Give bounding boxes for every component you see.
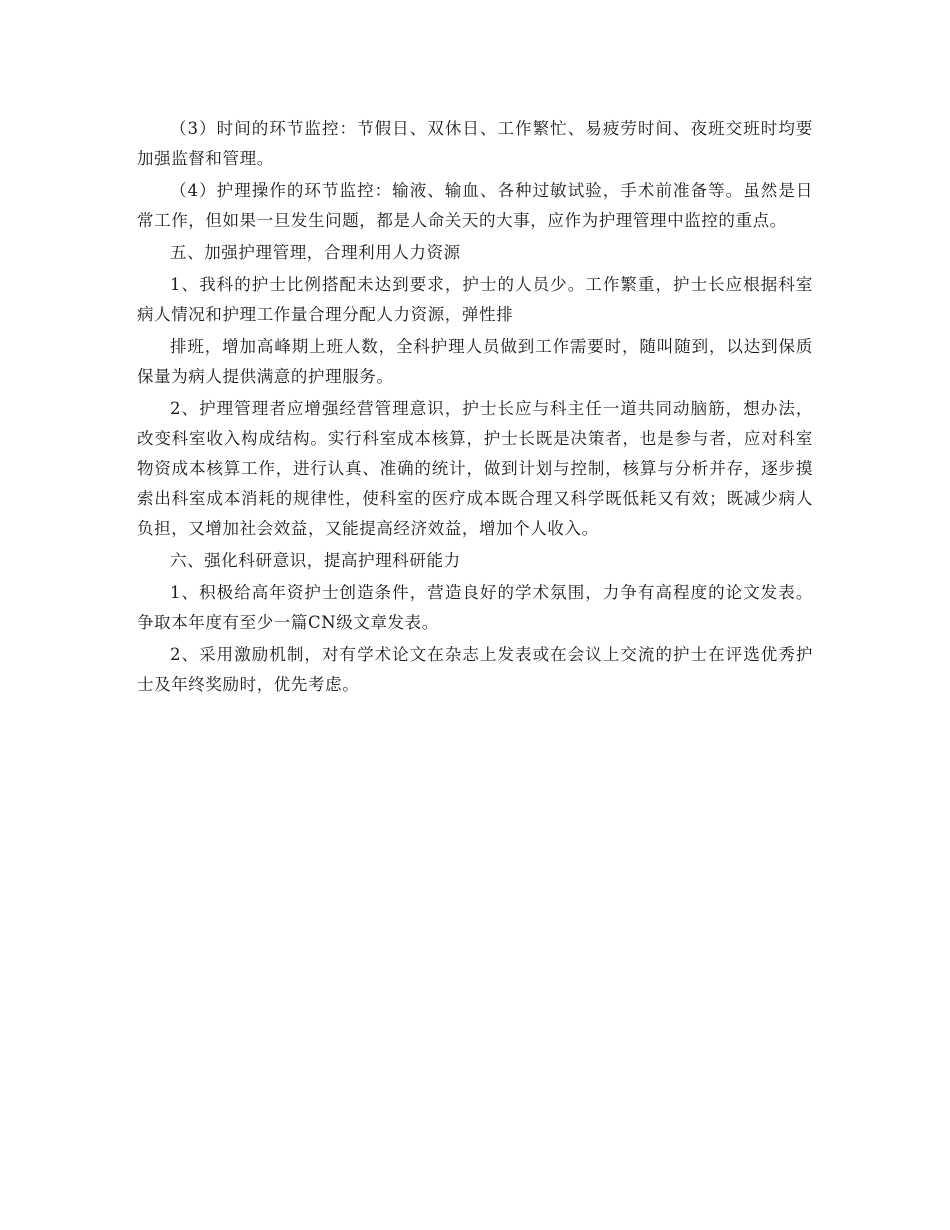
section-heading-six: 六、强化科研意识，提高护理科研能力 xyxy=(170,551,461,570)
paragraph-operation-monitoring: （4）护理操作的环节监控：输液、输血、各种过敏试验，手术前准备等。虽然是日常工作，但如果一旦发生问题，都是人命关天的大事，应作为护理管理中监控的重点。 xyxy=(137,181,813,230)
document-body xyxy=(137,114,813,702)
paragraph-time-monitoring: （3）时间的环节监控：节假日、双休日、工作繁忙、易疲劳时间、夜班交班时均要加强监督和管理。 xyxy=(137,119,813,168)
paragraph-scheduling: 排班，增加高峰期上班人数，全科护理人员做到工作需要时，随叫随到，以达到保质保量为病人提供满意的护理服务。 xyxy=(137,337,813,386)
paragraph-cost-management: 2、护理管理者应增强经营管理意识，护士长应与科主任一道共同动脑筋，想办法，改变科室收入构成结构。实行科室成本核算，护士长既是决策者，也是参与者，应对科室物资成本核算工作，进行认真、准确的统计，做到计划与控制，核算与分析并存，逐步摸索出科室成本消耗的规律性，使科室的医疗成本既合理又科学既低耗又有效；既减少病人负担，又增加社会效益，又能提高经济效益，增加个人收入。 xyxy=(137,399,813,538)
section-heading-five: 五、加强护理管理，合理利用人力资源 xyxy=(170,243,461,262)
paragraph-staffing-ratio: 1、我科的护士比例搭配未达到要求，护士的人员少。工作繁重，护士长应根据科室病人情况和护理工作量合理分配人力资源，弹性排 xyxy=(137,275,813,324)
paragraph-incentive-mechanism: 2、采用激励机制，对有学术论文在杂志上发表或在会议上交流的护士在评选优秀护士及年终奖励时，优先考虑。 xyxy=(137,645,813,694)
paragraph-research-conditions: 1、积极给高年资护士创造条件，营造良好的学术氛围，力争有高程度的论文发表。争取本年度有至少一篇CN级文章发表。 xyxy=(137,583,813,632)
